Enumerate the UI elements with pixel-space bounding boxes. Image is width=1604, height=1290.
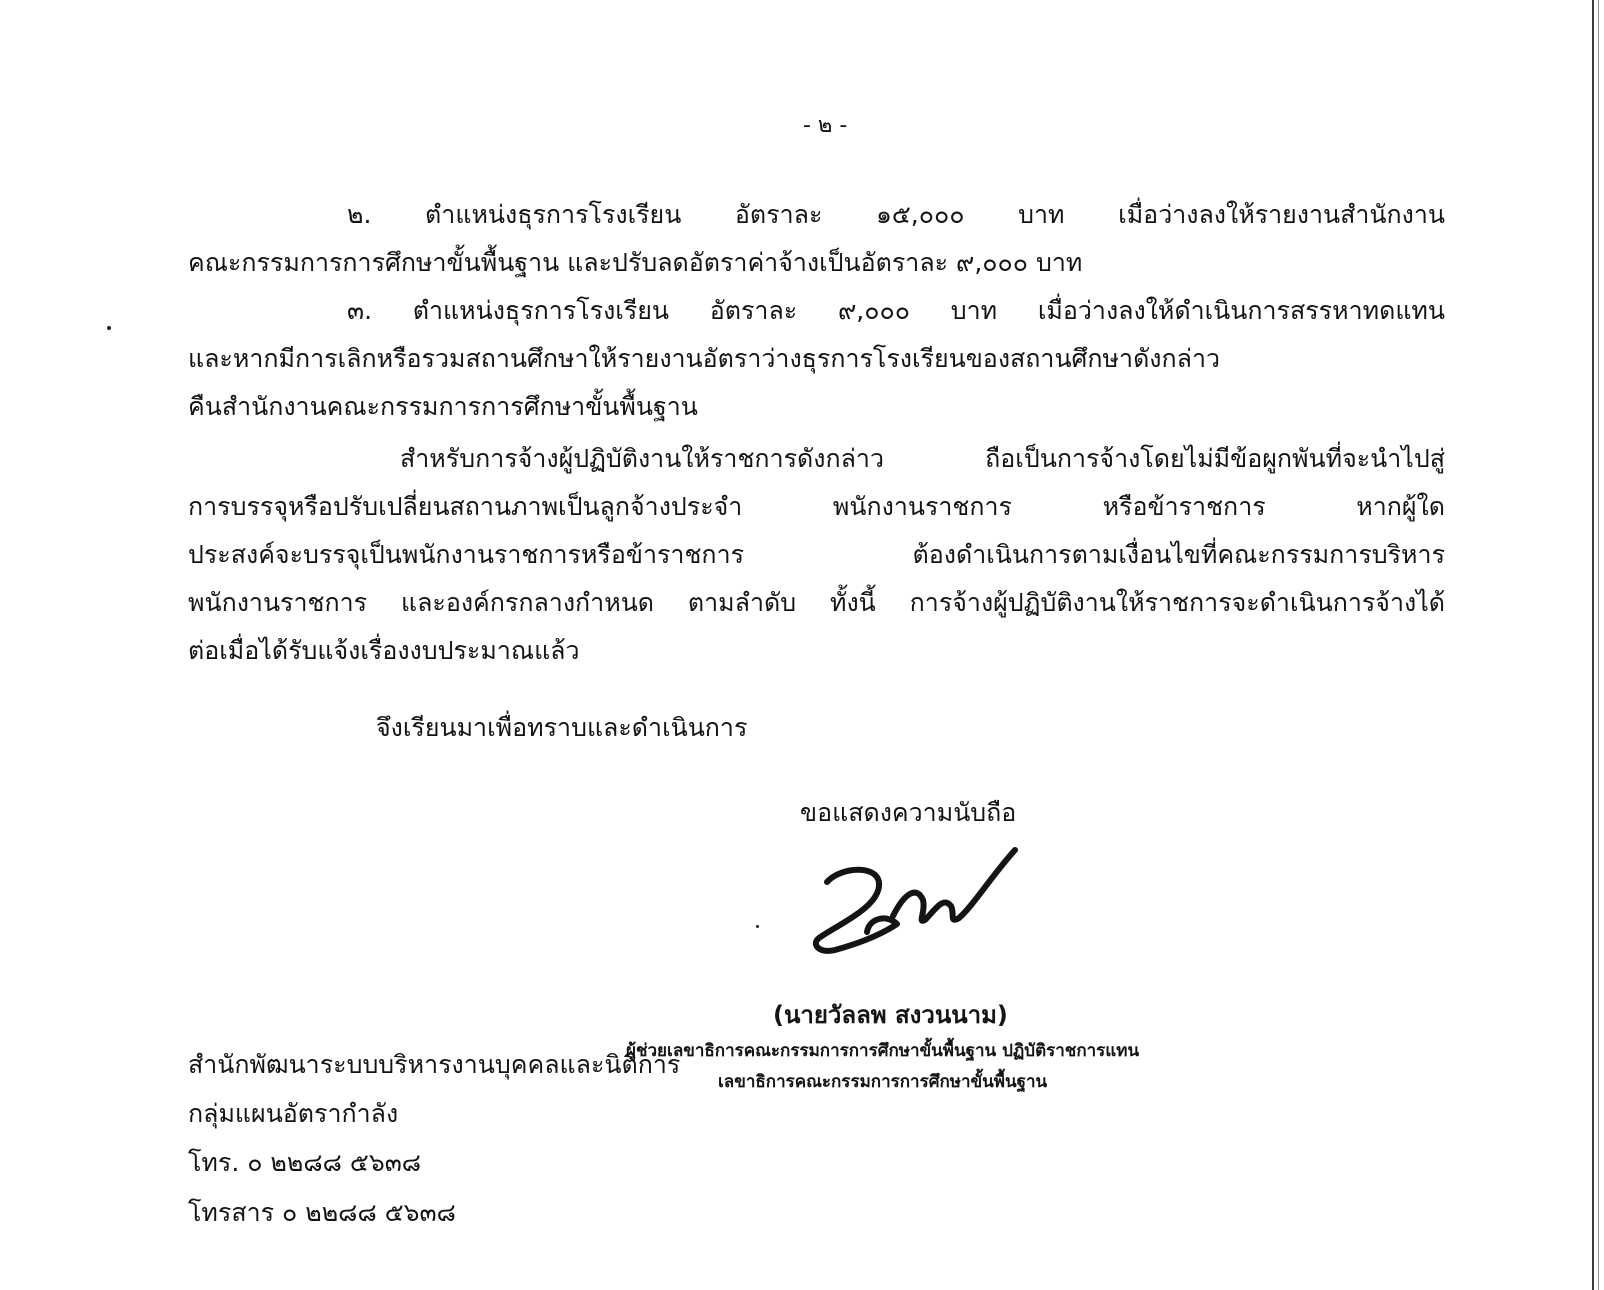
regards-line: ขอแสดงความนับถือ (800, 798, 1017, 827)
paragraph-line-4: พนักงานราชการ และองค์กรกลางกำหนด ตามลำดับ ทั้งนี้ การจ้างผู้ปฏิบัติงานให้ราชการจะดำเนินการจ้างได้ (188, 588, 1445, 617)
closing-line: จึงเรียนมาเพื่อทราบและดำเนินการ (376, 713, 748, 742)
signer-title-line-2: เลขาธิการคณะกรรมการการศึกษาขั้นพื้นฐาน (718, 1072, 1048, 1092)
scan-edge-line (1592, 0, 1594, 1290)
signer-title-line-1: ผู้ช่วยเลขาธิการคณะกรรมการการศึกษาขั้นพื้นฐาน ปฏิบัติราชการแทน (626, 1041, 1140, 1061)
paragraph-line-3: ประสงค์จะบรรจุเป็นพนักงานราชการหรือข้าราชการ ต้องดำเนินการตามเงื่อนไขที่คณะกรรมการบริหาร (188, 540, 1445, 569)
scan-speck (756, 925, 759, 928)
scan-edge-line-secondary (1598, 0, 1599, 1290)
signer-name: (นายวัลลพ สงวนนาม) (773, 1001, 1008, 1029)
item-2-line-2: คณะกรรมการการศึกษาขั้นพื้นฐาน และปรับลดอัตราค่าจ้างเป็นอัตราละ ๙,๐๐๐ บาท (188, 248, 1083, 277)
item-3-line-2: และหากมีการเลิกหรือรวมสถานศึกษาให้รายงานอัตราว่างธุรการโรงเรียนของสถานศึกษาดังกล่าว (188, 344, 1221, 373)
telephone-line: โทร. ๐ ๒๒๘๘ ๕๖๓๘ (188, 1148, 422, 1177)
paragraph-line-1: สำหรับการจ้างผู้ปฏิบัติงานให้ราชการดังกล่าว ถือเป็นการจ้างโดยไม่มีข้อผูกพันที่จะนำไปสู่ (400, 444, 1445, 473)
scan-speck (107, 326, 111, 330)
fax-line: โทรสาร ๐ ๒๒๘๘ ๕๖๓๘ (188, 1198, 456, 1227)
page-number: - ๒ - (803, 113, 848, 138)
office-name: สำนักพัฒนาระบบบริหารงานบุคคลและนิติการ (188, 1050, 681, 1079)
paragraph-line-2: การบรรจุหรือปรับเปลี่ยนสถานภาพเป็นลูกจ้างประจำ พนักงานราชการ หรือข้าราชการ หากผู้ใด (188, 492, 1445, 521)
item-2-line-1: ๒. ตำแหน่งธุรการโรงเรียน อัตราละ ๑๕,๐๐๐ บาท เมื่อว่างลงให้รายงานสำนักงาน (347, 200, 1445, 229)
item-3-line-3: คืนสำนักงานคณะกรรมการการศึกษาขั้นพื้นฐาน (188, 392, 698, 421)
paragraph-line-5: ต่อเมื่อได้รับแจ้งเรื่องงบประมาณแล้ว (188, 636, 580, 665)
item-3-line-1: ๓. ตำแหน่งธุรการโรงเรียน อัตราละ ๙,๐๐๐ บาท เมื่อว่างลงให้ดำเนินการสรรหาทดแทน (347, 296, 1445, 325)
handwritten-signature (805, 820, 1045, 970)
group-name: กลุ่มแผนอัตรากำลัง (188, 1099, 399, 1128)
